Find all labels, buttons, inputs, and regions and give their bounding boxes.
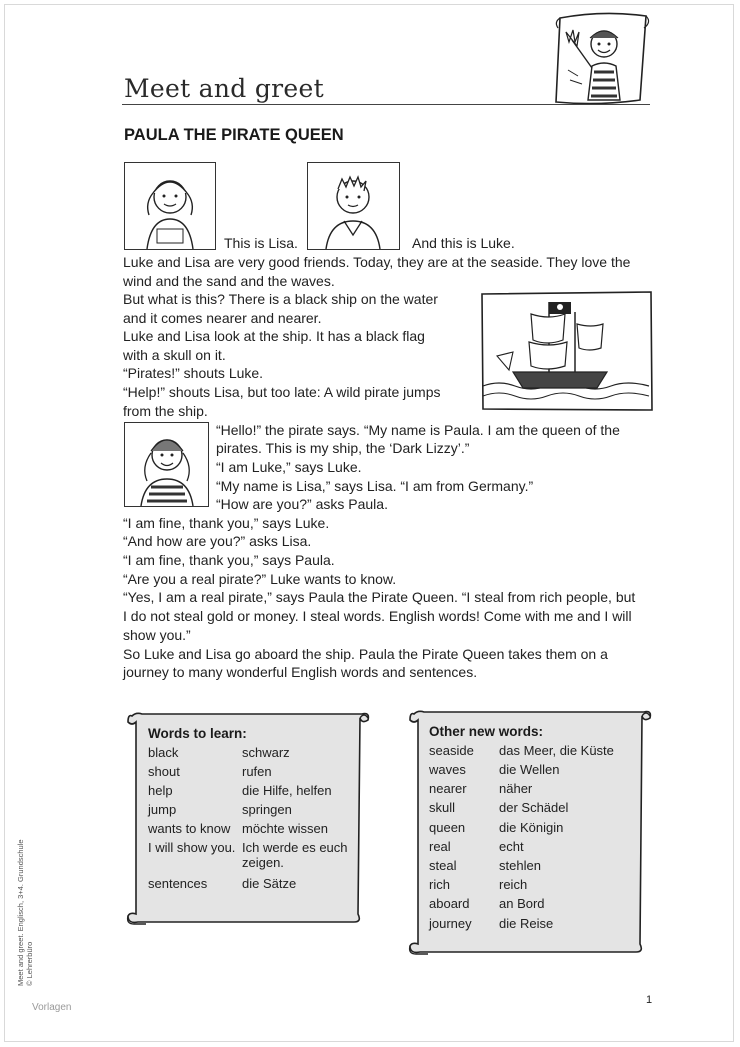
vocab-en: rich — [429, 877, 450, 892]
vocab-de: die Sätze — [242, 876, 297, 891]
vocab-de: möchte wissen — [242, 821, 328, 836]
page-title: Meet and greet — [124, 74, 324, 103]
vocab-en: real — [429, 839, 451, 854]
vocab-en: shout — [148, 764, 180, 779]
story-line: wind and the sand and the waves. — [123, 273, 335, 289]
story-line: “Pirates!” shouts Luke. — [123, 365, 264, 381]
other-new-words-title: Other new words: — [429, 724, 544, 739]
title-rule — [122, 104, 650, 105]
caption-lisa: This is Lisa. — [224, 235, 298, 251]
vocab-en: seaside — [429, 743, 474, 758]
story-line: Luke and Lisa look at the ship. It has a black flag — [123, 328, 425, 344]
waving-pirate-scroll-illustration — [548, 10, 658, 108]
caption-luke: And this is Luke. — [412, 235, 515, 251]
vocab-en: journey — [429, 916, 472, 931]
vocab-de: die Hilfe, helfen — [242, 783, 332, 798]
story-line: “How are you?” asks Paula. — [216, 496, 388, 512]
vocab-de: springen — [242, 802, 292, 817]
vocab-en: black — [148, 745, 179, 760]
vocab-en: waves — [429, 762, 466, 777]
vocab-de: der Schädel — [499, 800, 569, 815]
vocab-de: die Königin — [499, 820, 564, 835]
vocab-en: I will show you. — [148, 840, 236, 855]
vocab-en: wants to know — [148, 821, 231, 836]
story-line: So Luke and Lisa go aboard the ship. Paula the Pirate Queen takes them on a — [123, 646, 608, 662]
story-line: “And how are you?” asks Lisa. — [123, 533, 312, 549]
vocab-de-continued: zeigen. — [242, 855, 284, 870]
story-line: show you.” — [123, 627, 191, 643]
words-to-learn-title: Words to learn: — [148, 726, 247, 741]
vocab-en: nearer — [429, 781, 467, 796]
story-line: “Hello!” the pirate says. “My name is Paula. I am the queen of the — [216, 422, 620, 438]
story-line: from the ship. — [123, 403, 208, 419]
vocab-de: die Reise — [499, 916, 554, 931]
story-line: “I am fine, thank you,” says Paula. — [123, 552, 335, 568]
story-heading: PAULA THE PIRATE QUEEN — [124, 126, 344, 144]
story-line: pirates. This is my ship, the ‘Dark Lizzy’.” — [216, 440, 470, 456]
pirate-ship-illustration — [479, 290, 654, 412]
side-note-line: © Lehrerbüro — [25, 941, 34, 986]
story-line: with a skull on it. — [123, 347, 226, 363]
vocab-en: help — [148, 783, 173, 798]
vocab-en: skull — [429, 800, 456, 815]
story-line: “My name is Lisa,” says Lisa. “I am from Germany.” — [216, 478, 534, 494]
vocab-de: echt — [499, 839, 524, 854]
vocab-de: näher — [499, 781, 533, 796]
vocab-de: reich — [499, 877, 528, 892]
vocab-de: an Bord — [499, 896, 545, 911]
vocab-de: schwarz — [242, 745, 290, 760]
lisa-portrait-illustration — [124, 162, 216, 250]
luke-portrait-illustration — [307, 162, 400, 250]
vocab-de: stehlen — [499, 858, 541, 873]
vocab-de: rufen — [242, 764, 272, 779]
vocab-en: steal — [429, 858, 457, 873]
story-line: and it comes nearer and nearer. — [123, 310, 322, 326]
story-line: But what is this? There is a black ship on the water — [123, 291, 438, 307]
vocab-de: die Wellen — [499, 762, 560, 777]
vocab-en: sentences — [148, 876, 208, 891]
story-line: journey to many wonderful English words and sentences. — [123, 664, 478, 680]
side-note — [16, 839, 34, 986]
vocab-de: das Meer, die Küste — [499, 743, 614, 758]
side-note-line: Meet and greet. Englisch, 3+4. Grundschule — [16, 839, 25, 986]
story-line: “Yes, I am a real pirate,” says Paula the Pirate Queen. “I steal from rich people, but — [123, 589, 636, 605]
story-line: “Are you a real pirate?” Luke wants to know. — [123, 571, 397, 587]
words-to-learn-list — [148, 726, 358, 906]
footer-label: Vorlagen — [32, 1002, 72, 1013]
vocab-en: jump — [148, 802, 177, 817]
paula-portrait-illustration — [124, 422, 209, 507]
other-new-words-list — [429, 724, 639, 934]
story-line: “Help!” shouts Lisa, but too late: A wild pirate jumps — [123, 384, 441, 400]
story-line: “I am Luke,” says Luke. — [216, 459, 362, 475]
page-number: 1 — [646, 994, 653, 1006]
vocab-de: Ich werde es euch — [242, 840, 348, 855]
story-line: “I am fine, thank you,” says Luke. — [123, 515, 330, 531]
story-line: Luke and Lisa are very good friends. Today, they are at the seaside. They love the — [123, 254, 631, 270]
vocab-en: aboard — [429, 896, 470, 911]
story-line: I do not steal gold or money. I steal words. English words! Come with me and I will — [123, 608, 632, 624]
vocab-en: queen — [429, 820, 466, 835]
